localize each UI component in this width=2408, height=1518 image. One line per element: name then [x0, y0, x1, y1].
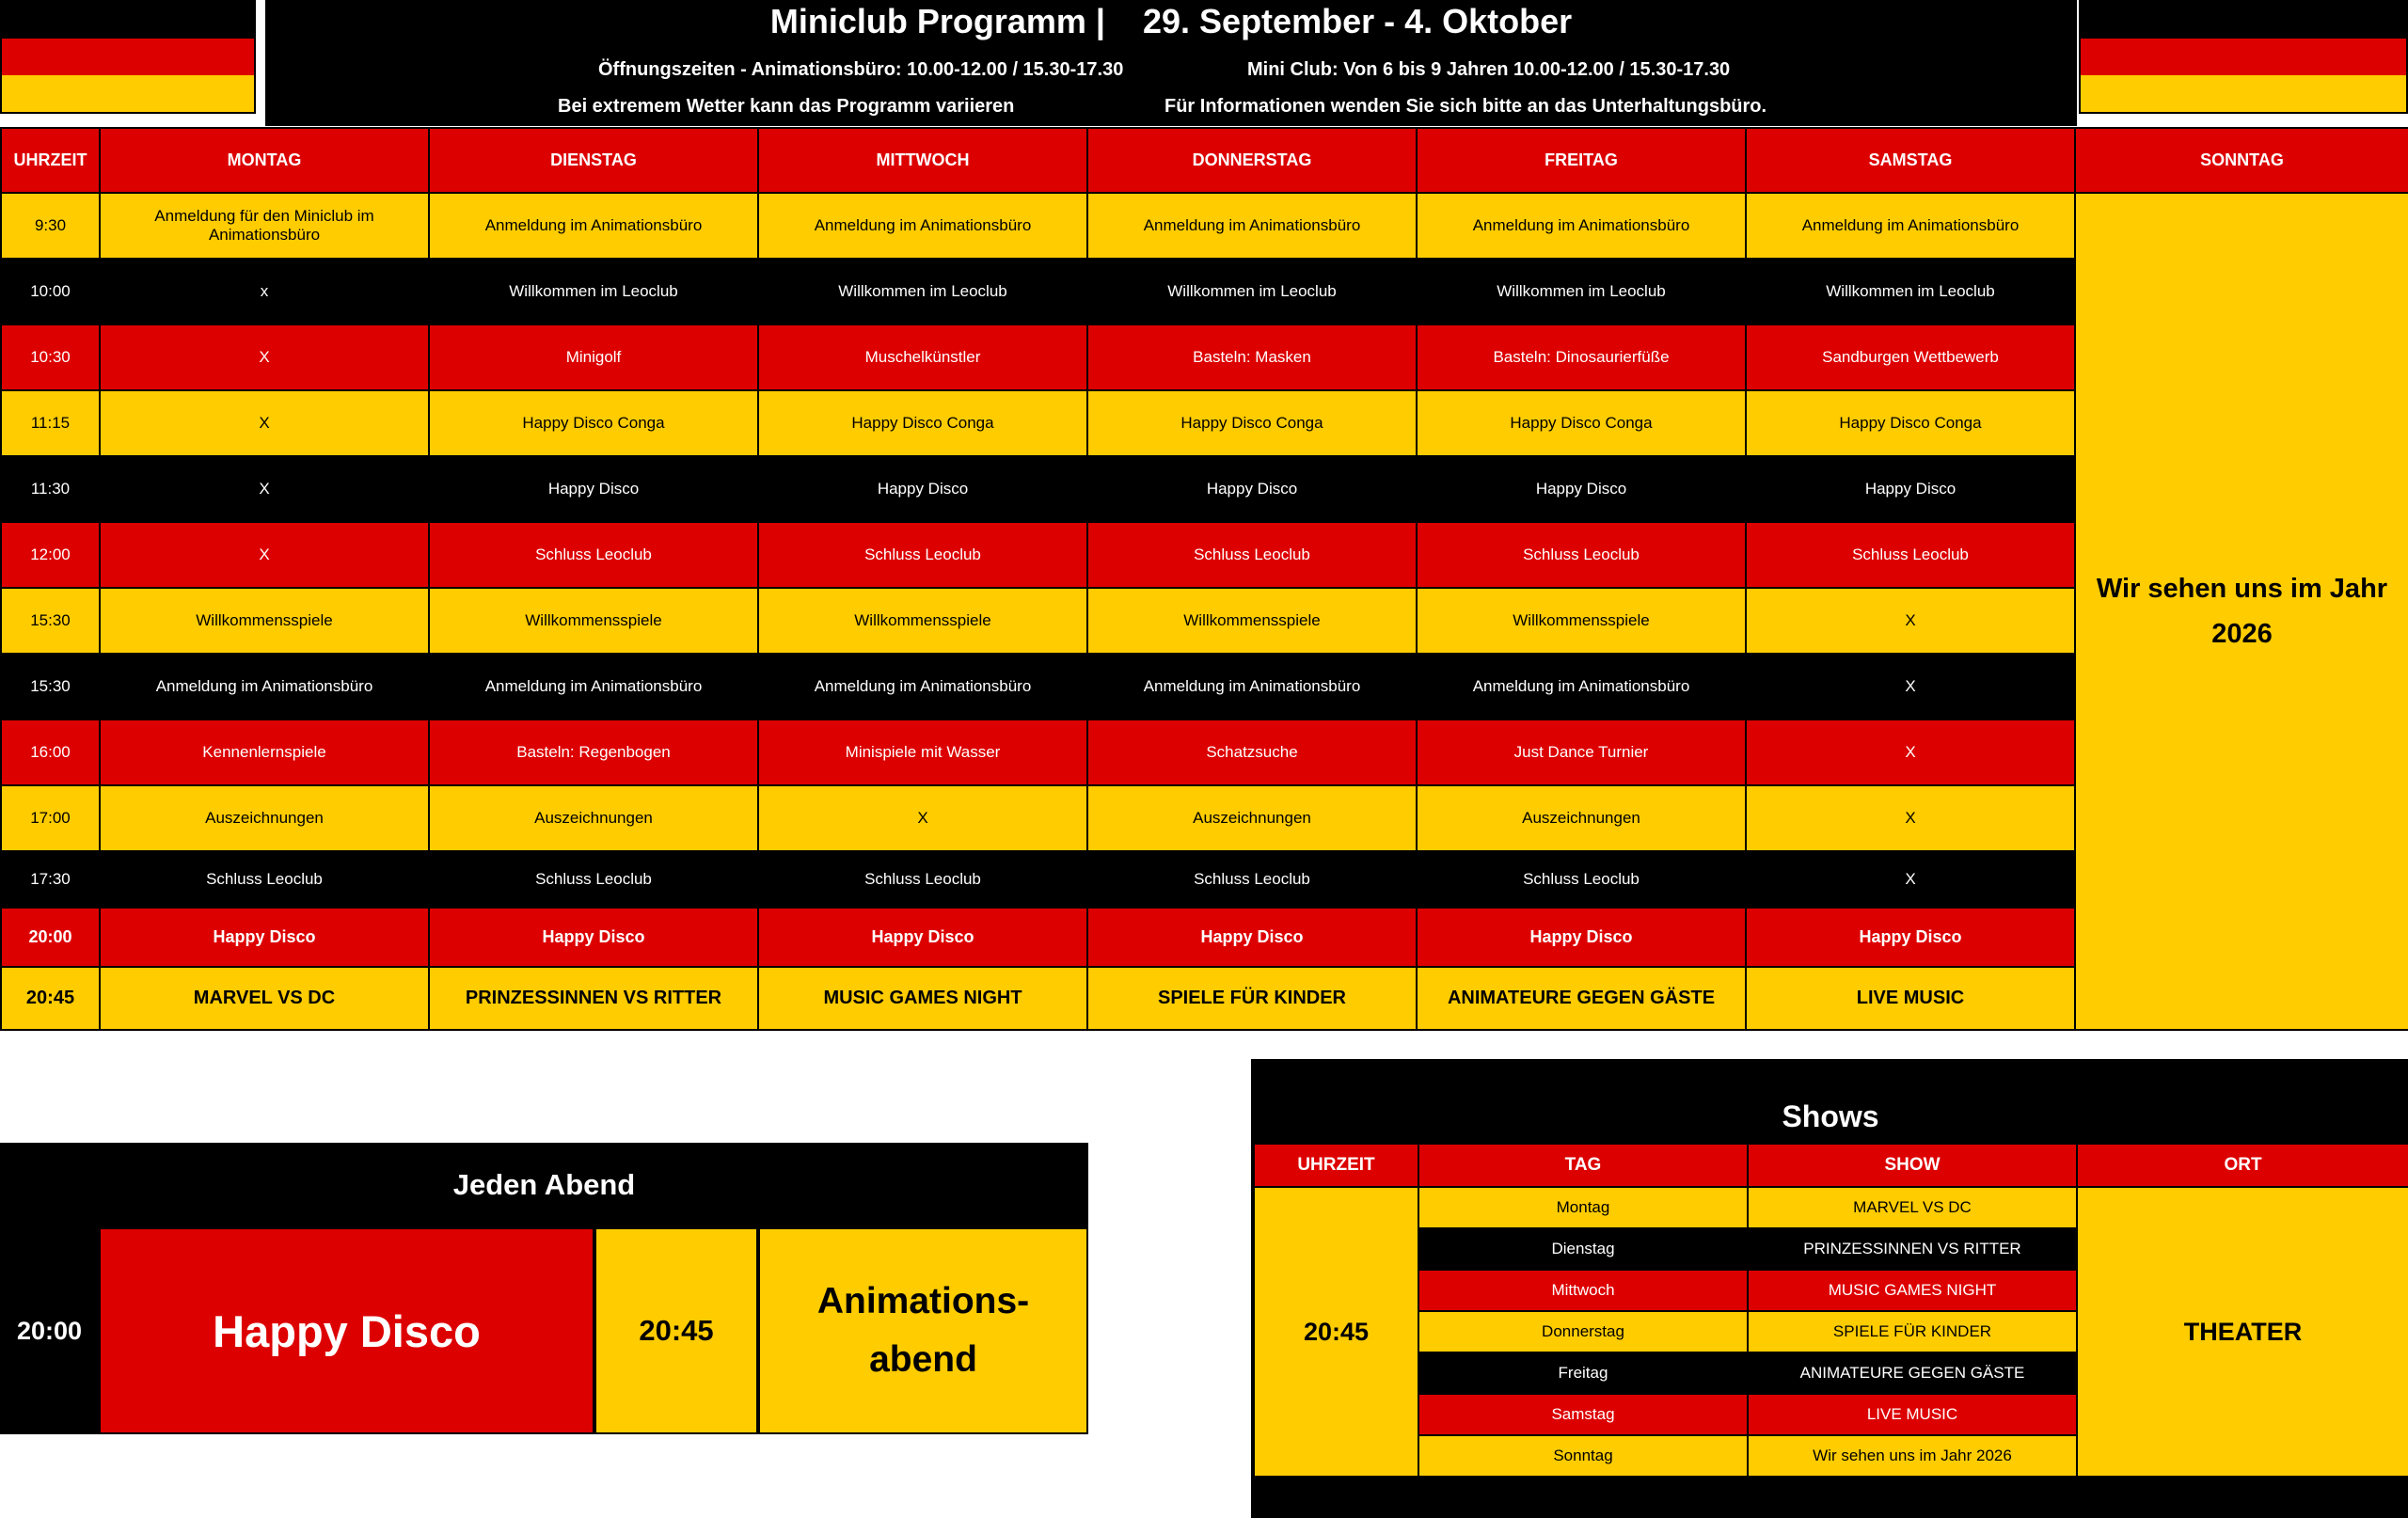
show-day-cell: Montag — [1418, 1187, 1748, 1228]
schedule-row — [1, 259, 2408, 324]
shows-col-location: ORT — [2077, 1144, 2408, 1187]
activity-cell: Anmeldung im Animationsbüro — [758, 193, 1087, 259]
activity-cell: Willkommen im Leoclub — [1746, 259, 2075, 324]
activity-cell: SPIELE FÜR KINDER — [1087, 967, 1417, 1030]
shows-col-day: TAG — [1418, 1144, 1748, 1187]
evening-event-2-line1: Animations- — [816, 1281, 1030, 1321]
shows-col-show: SHOW — [1748, 1144, 2077, 1187]
time-cell: 15:30 — [1, 654, 100, 719]
activity-cell: Happy Disco Conga — [1417, 390, 1746, 456]
time-cell: 16:00 — [1, 719, 100, 785]
activity-cell: Minigolf — [429, 324, 758, 390]
col-header-time: UHRZEIT — [1, 128, 100, 193]
show-day-cell: Mittwoch — [1418, 1270, 1748, 1311]
evening-event-2-line2: abend — [869, 1339, 977, 1380]
activity-cell: X — [758, 785, 1087, 851]
sunday-cell: Wir sehen uns im Jahr 2026 — [2075, 193, 2408, 1030]
activity-cell: Schluss Leoclub — [100, 851, 429, 908]
schedule-row — [1, 908, 2408, 967]
time-cell: 11:15 — [1, 390, 100, 456]
activity-cell: Anmeldung im Animationsbüro — [429, 193, 758, 259]
schedule-row — [1, 193, 2408, 259]
time-cell: 17:00 — [1, 785, 100, 851]
weather-note: Bei extremem Wetter kann das Programm variieren — [558, 96, 1015, 117]
activity-cell: Schluss Leoclub — [1087, 522, 1417, 588]
schedule-header-row — [1, 128, 2408, 193]
activity-cell: Basteln: Masken — [1087, 324, 1417, 390]
miniclub-age: Mini Club: Von 6 bis 9 Jahren 10.00-12.00 / 15.30-17.30 — [1247, 59, 1731, 80]
time-cell: 10:30 — [1, 324, 100, 390]
activity-cell: Kennenlernspiele — [100, 719, 429, 785]
schedule-row — [1, 719, 2408, 785]
activity-cell: Muschelkünstler — [758, 324, 1087, 390]
activity-cell: Minispiele mit Wasser — [758, 719, 1087, 785]
evening-title-text: Jeden Abend — [452, 1168, 636, 1201]
activity-cell: Anmeldung im Animationsbüro — [1087, 193, 1417, 259]
activity-cell: X — [100, 456, 429, 522]
office-hours: Öffnungszeiten - Animationsbüro: 10.00-12.00 / 15.30-17.30 — [598, 59, 1124, 80]
time-cell: 11:30 — [1, 456, 100, 522]
activity-cell: Schluss Leoclub — [1746, 522, 2075, 588]
activity-cell: Willkommensspiele — [429, 588, 758, 654]
shows-title — [1253, 1091, 2408, 1143]
show-location-cell: THEATER — [2077, 1187, 2408, 1477]
activity-cell: Anmeldung im Animationsbüro — [1417, 654, 1746, 719]
activity-cell: Willkommensspiele — [100, 588, 429, 654]
time-cell: 9:30 — [1, 193, 100, 259]
show-name-cell: PRINZESSINNEN VS RITTER — [1748, 1228, 2077, 1270]
activity-cell: Schluss Leoclub — [758, 522, 1087, 588]
activity-cell: Happy Disco — [1087, 456, 1417, 522]
activity-cell: Schatzsuche — [1087, 719, 1417, 785]
activity-cell: Anmeldung im Animationsbüro — [1417, 193, 1746, 259]
activity-cell: Happy Disco — [429, 456, 758, 522]
activity-cell: Basteln: Dinosaurierfüße — [1417, 324, 1746, 390]
shows-title-text: Shows — [1782, 1099, 1879, 1133]
show-name-cell: SPIELE FÜR KINDER — [1748, 1311, 2077, 1352]
activity-cell: PRINZESSINNEN VS RITTER — [429, 967, 758, 1030]
page-header — [265, 0, 2077, 126]
activity-cell: Happy Disco — [758, 456, 1087, 522]
show-name-cell: MUSIC GAMES NIGHT — [1748, 1270, 2077, 1311]
activity-cell: X — [100, 390, 429, 456]
shows-col-time: UHRZEIT — [1254, 1144, 1418, 1187]
col-header-monday: MONTAG — [100, 128, 429, 193]
german-flag-left — [0, 0, 256, 114]
col-header-saturday: SAMSTAG — [1746, 128, 2075, 193]
evening-time-1 — [0, 1227, 99, 1434]
activity-cell: LIVE MUSIC — [1746, 967, 2075, 1030]
activity-cell: Auszeichnungen — [1417, 785, 1746, 851]
activity-cell: X — [1746, 588, 2075, 654]
time-cell: 17:30 — [1, 851, 100, 908]
activity-cell: Auszeichnungen — [100, 785, 429, 851]
activity-cell: Willkommensspiele — [758, 588, 1087, 654]
activity-cell: X — [1746, 785, 2075, 851]
activity-cell: MARVEL VS DC — [100, 967, 429, 1030]
show-row — [1254, 1187, 2408, 1228]
german-flag-right — [2079, 0, 2408, 114]
activity-cell: Anmeldung im Animationsbüro — [1087, 654, 1417, 719]
time-cell: 10:00 — [1, 259, 100, 324]
activity-cell: Happy Disco Conga — [429, 390, 758, 456]
activity-cell: Anmeldung im Animationsbüro — [758, 654, 1087, 719]
evening-time-2 — [594, 1227, 758, 1434]
col-header-wednesday: MITTWOCH — [758, 128, 1087, 193]
activity-cell: Willkommensspiele — [1087, 588, 1417, 654]
schedule-row — [1, 588, 2408, 654]
activity-cell: x — [100, 259, 429, 324]
show-day-cell: Samstag — [1418, 1394, 1748, 1435]
activity-cell: Schluss Leoclub — [429, 851, 758, 908]
evening-time-2-text: 20:45 — [639, 1314, 714, 1347]
activity-cell: Anmeldung im Animationsbüro — [100, 654, 429, 719]
evening-time-1-text: 20:00 — [16, 1316, 83, 1345]
activity-cell: Willkommen im Leoclub — [1417, 259, 1746, 324]
show-day-cell: Dienstag — [1418, 1228, 1748, 1270]
activity-cell: Happy Disco — [1417, 456, 1746, 522]
activity-cell: Happy Disco — [429, 908, 758, 967]
activity-cell: Happy Disco Conga — [758, 390, 1087, 456]
schedule-row — [1, 785, 2408, 851]
schedule-row — [1, 851, 2408, 908]
activity-cell: ANIMATEURE GEGEN GÄSTE — [1417, 967, 1746, 1030]
show-day-cell: Sonntag — [1418, 1435, 1748, 1477]
activity-cell: Happy Disco — [758, 908, 1087, 967]
show-day-cell: Donnerstag — [1418, 1311, 1748, 1352]
schedule-row — [1, 654, 2408, 719]
evening-event-1-text: Happy Disco — [213, 1305, 481, 1356]
show-name-cell: ANIMATEURE GEGEN GÄSTE — [1748, 1352, 2077, 1394]
evening-event-1 — [99, 1227, 594, 1434]
info-note: Für Informationen wenden Sie sich bitte an das Unterhaltungsbüro. — [1164, 96, 1767, 117]
activity-cell: Happy Disco — [1087, 908, 1417, 967]
activity-cell: Happy Disco Conga — [1746, 390, 2075, 456]
activity-cell: Anmeldung im Animationsbüro — [1746, 193, 2075, 259]
show-time-cell: 20:45 — [1254, 1187, 1418, 1477]
time-cell: 20:00 — [1, 908, 100, 967]
schedule-row — [1, 390, 2408, 456]
col-header-sunday: SONNTAG — [2075, 128, 2408, 193]
activity-cell: X — [1746, 654, 2075, 719]
show-day-cell: Freitag — [1418, 1352, 1748, 1394]
time-cell: 20:45 — [1, 967, 100, 1030]
activity-cell: Schluss Leoclub — [429, 522, 758, 588]
activity-cell: Anmeldung im Animationsbüro — [429, 654, 758, 719]
schedule-row — [1, 522, 2408, 588]
shows-header-row — [1254, 1144, 2408, 1187]
activity-cell: Basteln: Regenbogen — [429, 719, 758, 785]
activity-cell: Schluss Leoclub — [1087, 851, 1417, 908]
show-name-cell: Wir sehen uns im Jahr 2026 — [1748, 1435, 2077, 1477]
schedule-row — [1, 967, 2408, 1030]
activity-cell: Happy Disco — [1746, 456, 2075, 522]
activity-cell: Anmeldung für den Miniclub im Animationsbüro — [100, 193, 429, 259]
schedule-table — [0, 127, 2408, 1031]
activity-cell: X — [100, 324, 429, 390]
time-cell: 12:00 — [1, 522, 100, 588]
page-title: Miniclub Programm | 29. September - 4. Oktober — [769, 2, 1573, 40]
col-header-tuesday: DIENSTAG — [429, 128, 758, 193]
col-header-thursday: DONNERSTAG — [1087, 128, 1417, 193]
activity-cell: Just Dance Turnier — [1417, 719, 1746, 785]
activity-cell: Happy Disco — [1746, 908, 2075, 967]
activity-cell: X — [100, 522, 429, 588]
activity-cell: Schluss Leoclub — [1417, 522, 1746, 588]
schedule-row — [1, 456, 2408, 522]
activity-cell: Schluss Leoclub — [1417, 851, 1746, 908]
activity-cell: Auszeichnungen — [1087, 785, 1417, 851]
activity-cell: Happy Disco — [1417, 908, 1746, 967]
activity-cell: Happy Disco Conga — [1087, 390, 1417, 456]
activity-cell: Auszeichnungen — [429, 785, 758, 851]
activity-cell: Willkommen im Leoclub — [1087, 259, 1417, 324]
activity-cell: Willkommen im Leoclub — [758, 259, 1087, 324]
time-cell: 15:30 — [1, 588, 100, 654]
activity-cell: Schluss Leoclub — [758, 851, 1087, 908]
activity-cell: Happy Disco — [100, 908, 429, 967]
col-header-friday: FREITAG — [1417, 128, 1746, 193]
activity-cell: MUSIC GAMES NIGHT — [758, 967, 1087, 1030]
activity-cell: Willkommen im Leoclub — [429, 259, 758, 324]
activity-cell: Willkommensspiele — [1417, 588, 1746, 654]
activity-cell: Sandburgen Wettbewerb — [1746, 324, 2075, 390]
activity-cell: X — [1746, 719, 2075, 785]
show-name-cell: LIVE MUSIC — [1748, 1394, 2077, 1435]
shows-table — [1253, 1143, 2408, 1478]
show-name-cell: MARVEL VS DC — [1748, 1187, 2077, 1228]
evening-event-2 — [758, 1227, 1088, 1434]
schedule-row — [1, 324, 2408, 390]
evening-title — [0, 1143, 1088, 1227]
activity-cell: X — [1746, 851, 2075, 908]
